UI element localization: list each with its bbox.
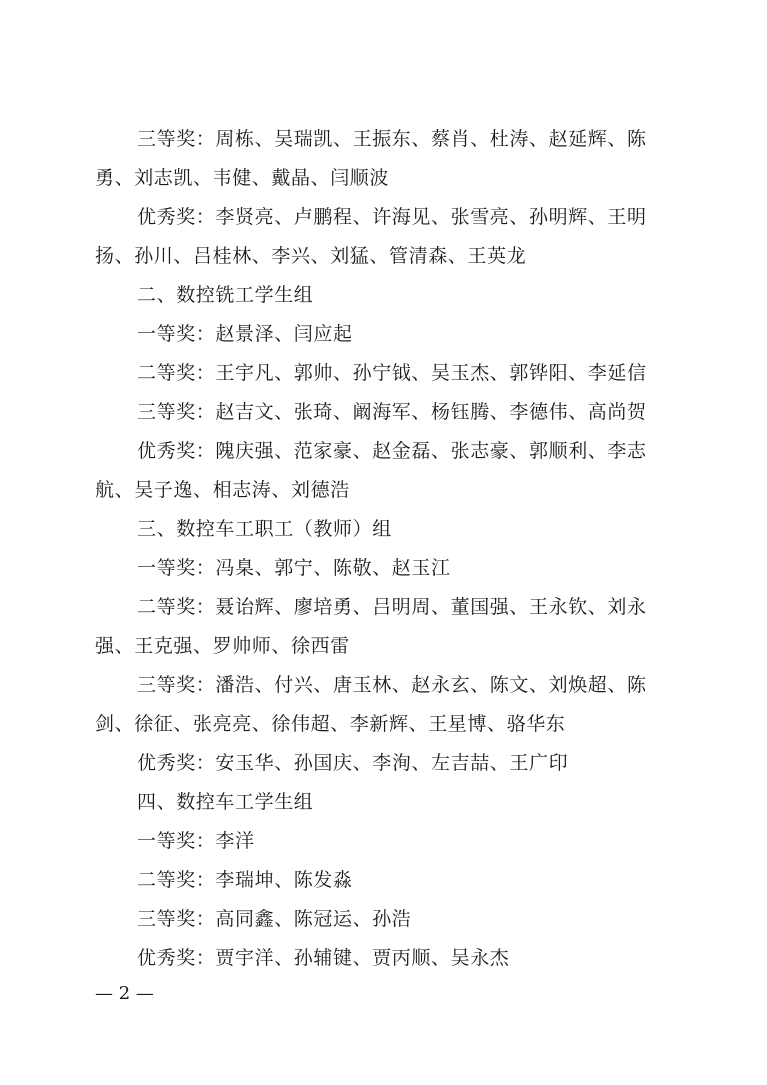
text-line: 二等奖：李瑞坤、陈发淼 (137, 869, 353, 891)
text-line: 优秀奖：贾宇洋、孙辅键、贾丙顺、吴永杰 (137, 947, 510, 969)
text-line: 三等奖：赵吉文、张琦、阚海军、杨钰腾、李德伟、高尚贺 (137, 401, 647, 423)
document-body (95, 120, 675, 978)
text-line: 二等奖：聂诒辉、廖培勇、吕明周、董国强、王永钦、刘永 (137, 596, 647, 618)
text-line: 三等奖：高同鑫、陈冠运、孙浩 (137, 908, 412, 930)
section-heading: 二、数控铣工学生组 (137, 284, 314, 306)
text-line: 三等奖：潘浩、付兴、唐玉林、赵永玄、陈文、刘焕超、陈 (137, 674, 647, 696)
section-heading: 三、数控车工职工（教师）组 (137, 518, 392, 540)
text-line: 优秀奖：李贤亮、卢鹏程、许海见、张雪亮、孙明辉、王明 (137, 206, 647, 228)
text-line: 勇、刘志凯、韦健、戴晶、闫顺波 (95, 167, 390, 189)
text-line: 强、王克强、罗帅师、徐西雷 (95, 635, 350, 657)
text-line: 三等奖：周栋、吴瑞凯、王振东、蔡肖、杜涛、赵延辉、陈 (137, 128, 647, 150)
text-line: 优秀奖：隗庆强、范家豪、赵金磊、张志豪、郭顺利、李志 (137, 440, 647, 462)
text-line: 一等奖：赵景泽、闫应起 (137, 323, 353, 345)
text-line: 二等奖：王宇凡、郭帅、孙宁钺、吴玉杰、郭铧阳、李延信 (137, 362, 647, 384)
page-number: — 2 — (95, 983, 154, 1004)
text-line: 扬、孙川、吕桂林、李兴、刘猛、管清森、王英龙 (95, 245, 527, 267)
text-line: 优秀奖：安玉华、孙国庆、李洵、左吉喆、王广印 (137, 752, 569, 774)
text-line: 一等奖：冯臬、郭宁、陈敬、赵玉江 (137, 557, 451, 579)
text-line: 剑、徐征、张亮亮、徐伟超、李新辉、王星博、骆华东 (95, 713, 566, 735)
text-line: 一等奖：李洋 (137, 830, 255, 852)
section-heading: 四、数控车工学生组 (137, 791, 314, 813)
text-line: 航、吴子逸、相志涛、刘德浩 (95, 479, 350, 501)
